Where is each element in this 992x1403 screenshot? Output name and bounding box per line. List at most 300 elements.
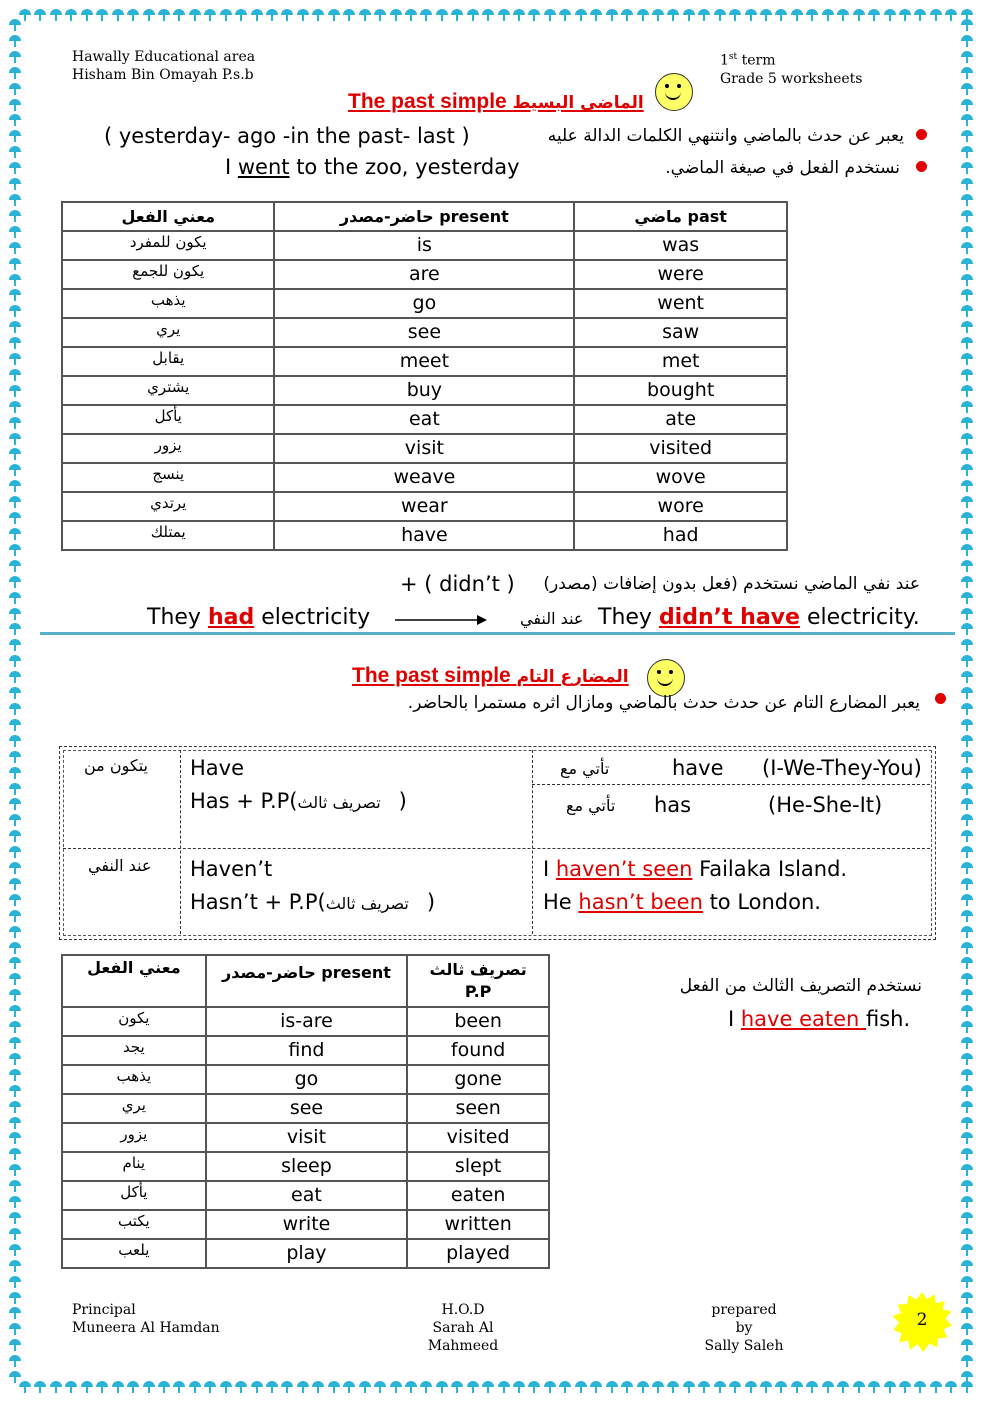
negation-example: They had electricity (147, 605, 371, 630)
umbrella-icon (728, 8, 742, 22)
bullet-icon (916, 129, 927, 140)
umbrella-icon (8, 352, 22, 366)
pp-usage-note: نستخدم التصريف الثالث من الفعل (679, 976, 922, 996)
umbrella-icon (450, 8, 464, 22)
umbrella-icon (744, 8, 758, 22)
umbrella-icon (8, 607, 22, 621)
umbrella-icon (960, 66, 974, 80)
umbrella-icon (960, 718, 974, 732)
umbrella-icon (929, 1380, 943, 1394)
umbrella-icon (8, 368, 22, 382)
umbrella-icon (960, 988, 974, 1002)
umbrella-icon (960, 145, 974, 159)
umbrella-icon (960, 1354, 974, 1368)
cell-present: are (274, 260, 574, 289)
umbrella-icon (960, 1275, 974, 1289)
umbrella-icon (883, 8, 897, 22)
umbrella-icon (960, 193, 974, 207)
umbrella-icon (960, 1306, 974, 1320)
cell-present: write (206, 1210, 408, 1239)
pp-example: I have eaten fish. (728, 1007, 911, 1031)
umbrella-icon (960, 320, 974, 334)
umbrella-icon (960, 1052, 974, 1066)
umbrella-icon (327, 8, 341, 22)
umbrella-icon (481, 8, 495, 22)
footer-prepared: prepared by Sally Saleh (704, 1302, 784, 1354)
header-right (720, 48, 862, 88)
cell-pp: seen (407, 1094, 549, 1123)
umbrella-icon (8, 829, 22, 843)
umbrella-icon (821, 1380, 835, 1394)
umbrella-icon (512, 1380, 526, 1394)
umbrella-icon (8, 495, 22, 509)
umbrella-icon (759, 1380, 773, 1394)
umbrella-icon (960, 575, 974, 589)
umbrella-icon (8, 559, 22, 573)
umbrella-icon (960, 591, 974, 605)
umbrella-icon (8, 304, 22, 318)
umbrella-icon (543, 1380, 557, 1394)
umbrella-icon (960, 638, 974, 652)
umbrella-icon (960, 400, 974, 414)
umbrella-icon (558, 8, 572, 22)
umbrella-icon (960, 622, 974, 636)
cell-past: met (574, 347, 787, 376)
umbrella-icon (466, 1380, 480, 1394)
umbrella-icon (8, 1179, 22, 1193)
table-header-row (62, 955, 549, 1007)
umbrella-icon (8, 209, 22, 223)
havent-word: Haven’t (190, 857, 273, 881)
cell-past: visited (574, 434, 787, 463)
section2-rule: يعبر المضارع التام عن حدث حدث بالماضي ومازال اثره مستمرا بالحاضر. (407, 693, 920, 713)
term: 1st term (720, 52, 776, 69)
umbrella-icon (960, 177, 974, 191)
umbrella-icon (8, 241, 22, 255)
cell-meaning: يأكل (62, 1181, 206, 1210)
umbrella-icon (574, 8, 588, 22)
cell-meaning: يرتدي (62, 492, 274, 521)
umbrella-icon (8, 622, 22, 636)
umbrella-icon (95, 1380, 109, 1394)
umbrella-icon (157, 1380, 171, 1394)
umbrella-icon (8, 129, 22, 143)
umbrella-icon (883, 1380, 897, 1394)
umbrella-icon (960, 18, 974, 32)
umbrella-icon (8, 257, 22, 271)
umbrella-icon (311, 8, 325, 22)
umbrella-icon (8, 1259, 22, 1273)
umbrella-icon (8, 463, 22, 477)
cell-present: meet (274, 347, 574, 376)
comes-with-label: تأتي مع (560, 759, 610, 778)
cell-meaning: يأكل (62, 405, 274, 434)
umbrella-icon (296, 8, 310, 22)
umbrella-icon (157, 8, 171, 22)
umbrella-icon (960, 972, 974, 986)
col-past: ماضي past (574, 202, 787, 231)
table-row (62, 463, 787, 492)
umbrella-icon (898, 1380, 912, 1394)
cell-meaning: يزور (62, 1123, 206, 1152)
umbrella-icon (8, 98, 22, 112)
umbrella-icon (8, 1131, 22, 1145)
umbrella-icon (358, 1380, 372, 1394)
umbrella-icon (8, 893, 22, 907)
umbrella-icon (867, 8, 881, 22)
table-row (62, 1065, 549, 1094)
cell-meaning: يكون للجمع (62, 260, 274, 289)
umbrella-icon (960, 304, 974, 318)
have-subjects: (I-We-They-You) (762, 756, 922, 780)
umbrella-icon (960, 1100, 974, 1114)
umbrella-icon (682, 8, 696, 22)
school-name: Hisham Bin Omayah P.s.b (72, 67, 254, 83)
umbrella-icon (8, 1275, 22, 1289)
negative-example-1: I haven’t seen Failaka Island. (543, 857, 848, 881)
umbrella-icon (960, 416, 974, 430)
umbrella-icon (49, 8, 63, 22)
umbrella-icon (960, 225, 974, 239)
umbrella-icon (960, 1004, 974, 1018)
umbrella-icon (960, 1147, 974, 1161)
table-row (62, 1007, 549, 1036)
umbrella-icon (960, 686, 974, 700)
umbrella-icon (960, 1291, 974, 1305)
umbrella-icon (620, 1380, 634, 1394)
umbrella-icon (960, 113, 974, 127)
umbrella-icon (589, 1380, 603, 1394)
umbrella-icon (8, 845, 22, 859)
umbrella-icon (960, 813, 974, 827)
umbrella-icon (342, 1380, 356, 1394)
umbrella-icon (960, 797, 974, 811)
umbrella-icon (821, 8, 835, 22)
col-meaning: معني الفعل (62, 202, 274, 231)
cell-pp: played (407, 1239, 549, 1268)
umbrella-icon (8, 861, 22, 875)
umbrella-icon (960, 1370, 974, 1384)
box-divider (532, 784, 930, 785)
umbrella-icon (188, 1380, 202, 1394)
umbrella-icon (605, 8, 619, 22)
umbrella-icon (8, 925, 22, 939)
umbrella-icon (960, 909, 974, 923)
umbrella-icon (960, 845, 974, 859)
umbrella-icon (960, 1227, 974, 1241)
umbrella-icon (8, 1243, 22, 1257)
cell-meaning: يشتري (62, 376, 274, 405)
umbrella-icon (8, 511, 22, 525)
umbrella-icon (651, 8, 665, 22)
cell-pp: gone (407, 1065, 549, 1094)
umbrella-icon (8, 1354, 22, 1368)
cell-present: wear (274, 492, 574, 521)
umbrella-icon (8, 1195, 22, 1209)
right-border (960, 18, 976, 1385)
umbrella-icon (8, 1068, 22, 1082)
cell-pp: slept (407, 1152, 549, 1181)
umbrella-icon (8, 1227, 22, 1241)
umbrella-icon (327, 1380, 341, 1394)
cell-present: go (274, 289, 574, 318)
umbrella-icon (960, 1084, 974, 1098)
umbrella-icon (466, 8, 480, 22)
cell-present: see (206, 1094, 408, 1123)
cell-present: is (274, 231, 574, 260)
umbrella-icon (636, 8, 650, 22)
umbrella-icon (8, 177, 22, 191)
cell-past: went (574, 289, 787, 318)
section-divider (40, 632, 955, 635)
col-pp: تصريف ثالث P.P (407, 955, 549, 1007)
umbrella-icon (450, 1380, 464, 1394)
umbrella-icon (8, 1052, 22, 1066)
umbrella-icon (666, 1380, 680, 1394)
cell-meaning: يقابل (62, 347, 274, 376)
page-number: 2 (916, 1310, 928, 1330)
bullet2-arabic: نستخدم الفعل في صيغة الماضي. (665, 158, 900, 178)
cell-present: find (206, 1036, 408, 1065)
cell-meaning: يكون للمفرد (62, 231, 274, 260)
umbrella-icon (8, 972, 22, 986)
cell-past: wove (574, 463, 787, 492)
umbrella-icon (8, 527, 22, 541)
umbrella-icon (960, 432, 974, 446)
past-participle-table (61, 954, 550, 1269)
umbrella-icon (8, 384, 22, 398)
box-divider (180, 750, 181, 934)
umbrella-icon (435, 8, 449, 22)
has-formula: Has + P.P(تصريف ثالث ) (190, 789, 407, 813)
umbrella-icon (790, 8, 804, 22)
umbrella-icon (8, 909, 22, 923)
umbrella-icon (8, 591, 22, 605)
umbrella-icon (8, 1100, 22, 1114)
umbrella-icon (636, 1380, 650, 1394)
umbrella-icon (805, 8, 819, 22)
umbrella-icon (543, 8, 557, 22)
umbrella-icon (527, 1380, 541, 1394)
cell-past: were (574, 260, 787, 289)
umbrella-icon (419, 8, 433, 22)
umbrella-icon (960, 702, 974, 716)
umbrella-icon (960, 893, 974, 907)
cell-present: have (274, 521, 574, 550)
umbrella-icon (8, 686, 22, 700)
negation-label: عند النفي (520, 609, 584, 628)
umbrella-icon (8, 1036, 22, 1050)
umbrella-icon (666, 8, 680, 22)
umbrella-icon (234, 1380, 248, 1394)
umbrella-icon (960, 1179, 974, 1193)
umbrella-icon (960, 34, 974, 48)
umbrella-icon (8, 1306, 22, 1320)
cell-past: ate (574, 405, 787, 434)
umbrella-icon (142, 8, 156, 22)
umbrella-icon (960, 734, 974, 748)
left-border (8, 18, 24, 1385)
table-row (62, 434, 787, 463)
umbrella-icon (960, 782, 974, 796)
cell-pp: visited (407, 1123, 549, 1152)
umbrella-icon (8, 702, 22, 716)
umbrella-icon (558, 1380, 572, 1394)
umbrella-icon (219, 1380, 233, 1394)
umbrella-icon (960, 257, 974, 271)
cell-meaning: يجد (62, 1036, 206, 1065)
umbrella-icon (8, 273, 22, 287)
table-row (62, 1210, 549, 1239)
umbrella-icon (960, 829, 974, 843)
umbrella-icon (605, 1380, 619, 1394)
umbrella-icon (265, 8, 279, 22)
umbrella-icon (172, 1380, 186, 1394)
header-left (72, 48, 255, 84)
umbrella-icon (8, 782, 22, 796)
cell-pp: eaten (407, 1181, 549, 1210)
umbrella-icon (8, 718, 22, 732)
table-row (62, 347, 787, 376)
umbrella-icon (8, 1291, 22, 1305)
umbrella-icon (8, 654, 22, 668)
umbrella-icon (960, 1163, 974, 1177)
umbrella-icon (8, 193, 22, 207)
umbrella-icon (8, 1338, 22, 1352)
umbrella-icon (8, 734, 22, 748)
umbrella-icon (728, 1380, 742, 1394)
umbrella-icon (8, 225, 22, 239)
umbrella-icon (8, 988, 22, 1002)
table-row (62, 492, 787, 521)
negation-formula: + ( didn’t ) (400, 572, 515, 596)
area-name: Hawally Educational area (72, 49, 256, 65)
umbrella-icon (960, 1338, 974, 1352)
umbrella-icon (960, 877, 974, 891)
umbrella-icon (435, 1380, 449, 1394)
umbrella-icon (8, 1163, 22, 1177)
umbrella-icon (8, 336, 22, 350)
top-border (18, 8, 974, 24)
umbrella-icon (697, 8, 711, 22)
umbrella-icon (95, 8, 109, 22)
umbrella-icon (960, 495, 974, 509)
umbrella-icon (913, 8, 927, 22)
umbrella-icon (8, 1084, 22, 1098)
cell-present: is-are (206, 1007, 408, 1036)
cell-past: wore (574, 492, 787, 521)
umbrella-icon (8, 34, 22, 48)
umbrella-icon (8, 1116, 22, 1130)
umbrella-icon (8, 145, 22, 159)
cell-present: weave (274, 463, 574, 492)
umbrella-icon (960, 336, 974, 350)
cell-past: bought (574, 376, 787, 405)
umbrella-icon (250, 1380, 264, 1394)
cell-meaning: يلعب (62, 1239, 206, 1268)
cell-present: visit (274, 434, 574, 463)
umbrella-icon (836, 8, 850, 22)
umbrella-icon (8, 941, 22, 955)
umbrella-icon (8, 66, 22, 80)
cell-meaning: يكتب (62, 1210, 206, 1239)
umbrella-icon (8, 479, 22, 493)
umbrella-icon (8, 670, 22, 684)
table-row (62, 1152, 549, 1181)
umbrella-icon (944, 8, 958, 22)
umbrella-icon (960, 511, 974, 525)
example-sentence: I went to the zoo, yesterday (225, 155, 520, 179)
umbrella-icon (404, 1380, 418, 1394)
umbrella-icon (744, 1380, 758, 1394)
umbrella-icon (33, 1380, 47, 1394)
umbrella-icon (8, 161, 22, 175)
smiley-icon (655, 73, 693, 111)
umbrella-icon (389, 1380, 403, 1394)
cell-pp: written (407, 1210, 549, 1239)
umbrella-icon (960, 50, 974, 64)
umbrella-icon (8, 797, 22, 811)
table-row (62, 405, 787, 434)
umbrella-icon (852, 8, 866, 22)
umbrella-icon (8, 956, 22, 970)
negation-label: عند النفي (88, 856, 152, 875)
has-aux: has (654, 793, 692, 817)
umbrella-icon (203, 8, 217, 22)
umbrella-icon (188, 8, 202, 22)
umbrella-icon (960, 1322, 974, 1336)
cell-meaning: يمتلك (62, 521, 274, 550)
cell-meaning: ينسج (62, 463, 274, 492)
umbrella-icon (713, 8, 727, 22)
umbrella-icon (960, 463, 974, 477)
table-row (62, 1123, 549, 1152)
box-divider (63, 848, 930, 849)
consists-of-label: يتكون من (84, 756, 148, 775)
cell-meaning: يكون (62, 1007, 206, 1036)
bullet-icon (916, 161, 927, 172)
cell-past: had (574, 521, 787, 550)
umbrella-icon (342, 8, 356, 22)
table-row (62, 1239, 549, 1268)
umbrella-icon (960, 1211, 974, 1225)
cell-meaning: يزور (62, 434, 274, 463)
umbrella-icon (8, 1322, 22, 1336)
umbrella-icon (49, 1380, 63, 1394)
comes-with-label: تأتي مع (566, 796, 616, 815)
umbrella-icon (111, 8, 125, 22)
cell-meaning: يذهب (62, 289, 274, 318)
cell-present: see (274, 318, 574, 347)
cell-meaning: يذهب (62, 1065, 206, 1094)
umbrella-icon (172, 8, 186, 22)
col-present: حاضر-مصدر present (274, 202, 574, 231)
umbrella-icon (836, 1380, 850, 1394)
table-row (62, 231, 787, 260)
umbrella-icon (8, 575, 22, 589)
umbrella-icon (960, 352, 974, 366)
umbrella-icon (960, 607, 974, 621)
umbrella-icon (960, 654, 974, 668)
umbrella-icon (620, 8, 634, 22)
cell-past: was (574, 231, 787, 260)
umbrella-icon (8, 1147, 22, 1161)
has-subjects: (He-She-It) (768, 793, 883, 817)
umbrella-icon (913, 1380, 927, 1394)
bottom-border (18, 1380, 974, 1396)
umbrella-icon (960, 543, 974, 557)
box-divider (532, 750, 533, 934)
